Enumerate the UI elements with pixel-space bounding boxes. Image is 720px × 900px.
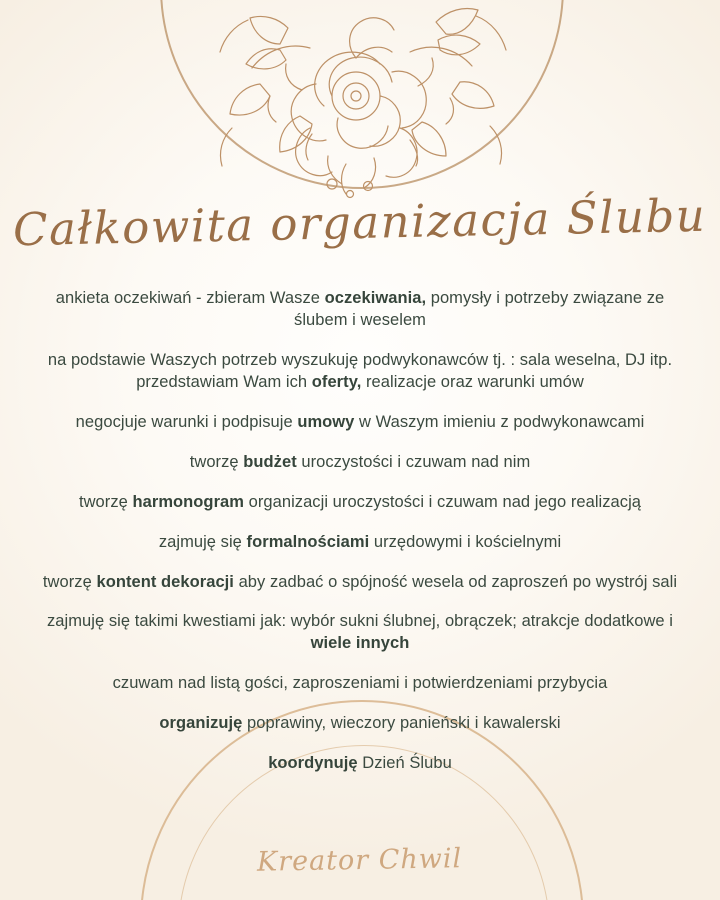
- gold-circle-arc-top-icon: [160, 0, 564, 189]
- brand-name: Kreator Chwil: [257, 843, 463, 878]
- floral-peony-wreath-icon: [160, 0, 560, 203]
- list-item: tworzę kontent dekoracji aby zadbać o spójność wesela od zaproszeń po wystrój sali: [42, 572, 678, 591]
- list-item: tworzę harmonogram organizacji uroczystości i czuwam nad jego realizacją: [78, 492, 642, 511]
- list-item: koordynuję Dzień Ślubu: [268, 754, 452, 773]
- list-item: zajmuję się formalnościami urzędowymi i kościelnymi: [158, 532, 562, 551]
- list-item: negocjuje warunki i podpisuje umowy w Waszym imieniu z podwykonawcami: [75, 412, 645, 431]
- list-item: ankieta oczekiwań - zbieram Wasze oczekiwania, pomysły i potrzeby związane ze ślubem i weselem: [55, 289, 665, 329]
- brand-signature: [0, 845, 720, 876]
- list-item: organizuję poprawiny, wieczory panieński i kawalerski: [159, 714, 561, 733]
- list-item: zajmuję się takimi kwestiami jak: wybór sukni ślubnej, obrączek; atrakcje dodatkowe i wiele innych: [46, 612, 673, 653]
- page-title-wrap: [0, 188, 720, 257]
- services-list: [40, 288, 680, 775]
- page-title: Całkowita organizacja Ślubu: [12, 188, 708, 257]
- list-item: na podstawie Waszych potrzeb wyszukuję podwykonawców tj. : sala weselna, DJ itp. przedstawiam Wam ich oferty, realizacje oraz warunki umów: [47, 350, 673, 391]
- list-item: tworzę budżet uroczystości i czuwam nad nim: [189, 452, 531, 471]
- list-item: czuwam nad listą gości, zaproszeniami i potwierdzeniami przybycia: [112, 674, 608, 693]
